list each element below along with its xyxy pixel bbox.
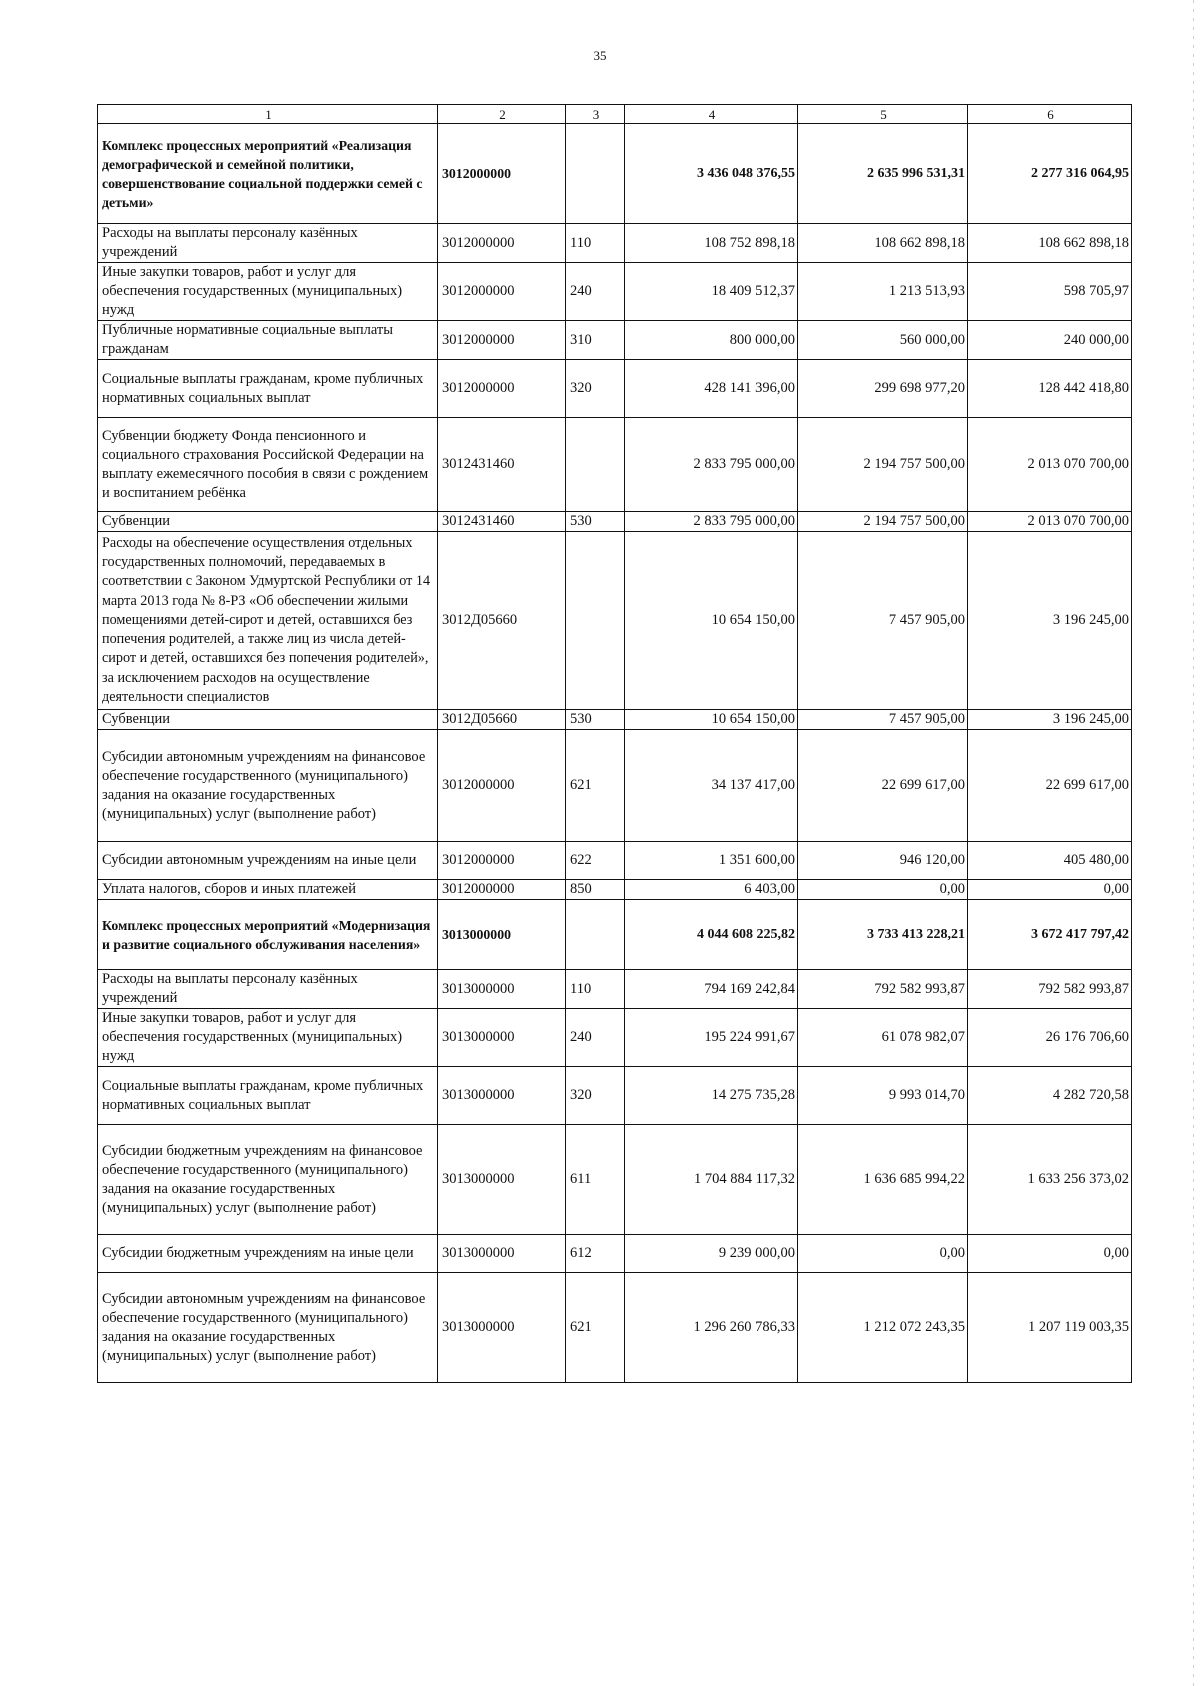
expense-name-cell: Расходы на выплаты персоналу казённых учреждений [98,970,438,1009]
expense-name-cell: Субсидии автономным учреждениям на финансовое обеспечение государственного (муниципального) задания на оказание государственных (муниципальных) услуг (выполнение работ) [98,1273,438,1383]
amount-cell-year2: 2 194 757 500,00 [798,512,968,532]
amount-cell-year3: 405 480,00 [968,842,1132,880]
table-header-row [98,105,1132,124]
amount-cell-year1: 1 296 260 786,33 [625,1273,798,1383]
amount-cell-year1: 2 833 795 000,00 [625,512,798,532]
table-row [98,1009,1132,1067]
expense-name-cell: Субсидии автономным учреждениям на иные цели [98,842,438,880]
expense-type-cell: 110 [566,224,625,263]
amount-cell-year1: 195 224 991,67 [625,1009,798,1067]
amount-cell-year1: 6 403,00 [625,880,798,900]
amount-cell-year3: 240 000,00 [968,321,1132,360]
table-row [98,842,1132,880]
expense-type-cell: 110 [566,970,625,1009]
expense-type-cell: 850 [566,880,625,900]
target-code-cell: 3013000000 [438,1009,566,1067]
page-number: 35 [593,48,607,63]
expense-name-cell: Комплекс процессных мероприятий «Модернизация и развитие социального обслуживания населения» [98,900,438,970]
amount-cell-year2: 1 212 072 243,35 [798,1273,968,1383]
amount-cell-year3: 3 196 245,00 [968,710,1132,730]
amount-cell-year1: 2 833 795 000,00 [625,418,798,512]
amount-cell-year1: 1 704 884 117,32 [625,1125,798,1235]
amount-cell-year3: 3 672 417 797,42 [968,900,1132,970]
table-row [98,1125,1132,1235]
amount-cell-year3: 3 196 245,00 [968,532,1132,710]
amount-cell-year1: 4 044 608 225,82 [625,900,798,970]
table-row [98,224,1132,263]
table-row [98,900,1132,970]
column-header: 6 [968,105,1132,124]
expense-name-cell: Уплата налогов, сборов и иных платежей [98,880,438,900]
amount-cell-year2: 1 636 685 994,22 [798,1125,968,1235]
amount-cell-year3: 0,00 [968,1235,1132,1273]
target-code-cell: 3013000000 [438,1235,566,1273]
target-code-cell: 3012000000 [438,842,566,880]
target-code-cell: 3012Д05660 [438,710,566,730]
column-header: 1 [98,105,438,124]
amount-cell-year3: 792 582 993,87 [968,970,1132,1009]
expense-type-cell: 621 [566,730,625,842]
table-row [98,970,1132,1009]
expense-type-cell [566,418,625,512]
amount-cell-year3: 0,00 [968,880,1132,900]
amount-cell-year1: 108 752 898,18 [625,224,798,263]
expense-name-cell: Расходы на выплаты персоналу казённых учреждений [98,224,438,263]
amount-cell-year2: 2 635 996 531,31 [798,124,968,224]
column-header: 3 [566,105,625,124]
expense-type-cell: 611 [566,1125,625,1235]
target-code-cell: 3013000000 [438,900,566,970]
amount-cell-year2: 7 457 905,00 [798,532,968,710]
target-code-cell: 3013000000 [438,1273,566,1383]
expense-name-cell: Субсидии бюджетным учреждениям на финансовое обеспечение государственного (муниципального) задания на оказание государственных (муниципальных) услуг (выполнение работ) [98,1125,438,1235]
target-code-cell: 3012000000 [438,880,566,900]
amount-cell-year2: 299 698 977,20 [798,360,968,418]
amount-cell-year2: 2 194 757 500,00 [798,418,968,512]
amount-cell-year1: 794 169 242,84 [625,970,798,1009]
amount-cell-year1: 10 654 150,00 [625,532,798,710]
target-code-cell: 3013000000 [438,1125,566,1235]
target-code-cell: 3012000000 [438,730,566,842]
amount-cell-year3: 108 662 898,18 [968,224,1132,263]
expense-type-cell: 320 [566,1067,625,1125]
amount-cell-year2: 3 733 413 228,21 [798,900,968,970]
expense-name-cell: Социальные выплаты гражданам, кроме публичных нормативных социальных выплат [98,360,438,418]
expense-name-cell: Субвенции [98,710,438,730]
amount-cell-year2: 0,00 [798,880,968,900]
expense-type-cell: 612 [566,1235,625,1273]
amount-cell-year3: 22 699 617,00 [968,730,1132,842]
expense-type-cell: 240 [566,263,625,321]
target-code-cell: 3012000000 [438,224,566,263]
amount-cell-year1: 1 351 600,00 [625,842,798,880]
amount-cell-year2: 946 120,00 [798,842,968,880]
amount-cell-year3: 2 277 316 064,95 [968,124,1132,224]
column-header: 5 [798,105,968,124]
expense-type-cell: 530 [566,512,625,532]
expense-name-cell: Иные закупки товаров, работ и услуг для обеспечения государственных (муниципальных) нужд [98,1009,438,1067]
target-code-cell: 3012Д05660 [438,532,566,710]
target-code-cell: 3012431460 [438,418,566,512]
budget-table [97,104,1132,1383]
expense-type-cell [566,900,625,970]
expense-type-cell: 621 [566,1273,625,1383]
expense-name-cell: Субсидии бюджетным учреждениям на иные цели [98,1235,438,1273]
amount-cell-year1: 800 000,00 [625,321,798,360]
table-row [98,321,1132,360]
expense-name-cell: Субвенции бюджету Фонда пенсионного и социального страхования Российской Федерации на выплату ежемесячного пособия в связи с рождением и воспитанием ребёнка [98,418,438,512]
table-row [98,1235,1132,1273]
target-code-cell: 3013000000 [438,1067,566,1125]
expense-name-cell: Комплекс процессных мероприятий «Реализация демографической и семейной политики, совершенствование социальной поддержки семей с детьми» [98,124,438,224]
expense-type-cell: 530 [566,710,625,730]
amount-cell-year2: 7 457 905,00 [798,710,968,730]
amount-cell-year2: 22 699 617,00 [798,730,968,842]
table-row [98,512,1132,532]
amount-cell-year3: 4 282 720,58 [968,1067,1132,1125]
table-row [98,730,1132,842]
target-code-cell: 3012000000 [438,360,566,418]
target-code-cell: 3012000000 [438,124,566,224]
expense-name-cell: Субсидии автономным учреждениям на финансовое обеспечение государственного (муниципального) задания на оказание государственных (муниципальных) услуг (выполнение работ) [98,730,438,842]
table-row [98,532,1132,710]
amount-cell-year3: 26 176 706,60 [968,1009,1132,1067]
expense-name-cell: Социальные выплаты гражданам, кроме публичных нормативных социальных выплат [98,1067,438,1125]
amount-cell-year2: 9 993 014,70 [798,1067,968,1125]
amount-cell-year1: 14 275 735,28 [625,1067,798,1125]
expense-type-cell: 240 [566,1009,625,1067]
column-header: 2 [438,105,566,124]
expense-name-cell: Субвенции [98,512,438,532]
table-row [98,1067,1132,1125]
amount-cell-year2: 560 000,00 [798,321,968,360]
table-row [98,263,1132,321]
amount-cell-year3: 1 207 119 003,35 [968,1273,1132,1383]
expense-name-cell: Иные закупки товаров, работ и услуг для обеспечения государственных (муниципальных) нужд [98,263,438,321]
amount-cell-year1: 18 409 512,37 [625,263,798,321]
target-code-cell: 3012431460 [438,512,566,532]
amount-cell-year2: 108 662 898,18 [798,224,968,263]
amount-cell-year1: 3 436 048 376,55 [625,124,798,224]
expense-name-text: Расходы на обеспечение осуществления отдельных государственных полномочий, передаваемых в соответствии с Законом Удмуртской Республики от 14 марта 2013 года № 8-РЗ «Об обеспечении жилыми помещениями детей-сирот и детей, оставшихся без попечения родителей, а также лиц из числа детей-сирот и детей, оставшихся без попечения родителей», за исключением расходов на осуществление деятельности специалистов [102,535,431,705]
table-row [98,418,1132,512]
amount-cell-year2: 792 582 993,87 [798,970,968,1009]
target-code-cell: 3013000000 [438,970,566,1009]
expense-type-cell [566,124,625,224]
expense-type-cell: 320 [566,360,625,418]
amount-cell-year3: 1 633 256 373,02 [968,1125,1132,1235]
amount-cell-year3: 2 013 070 700,00 [968,512,1132,532]
target-code-cell: 3012000000 [438,321,566,360]
amount-cell-year3: 598 705,97 [968,263,1132,321]
expense-type-cell: 622 [566,842,625,880]
amount-cell-year1: 34 137 417,00 [625,730,798,842]
expense-type-cell: 310 [566,321,625,360]
scan-edge-artifact [1193,0,1194,1686]
amount-cell-year3: 2 013 070 700,00 [968,418,1132,512]
table-row [98,880,1132,900]
table-row [98,1273,1132,1383]
amount-cell-year2: 1 213 513,93 [798,263,968,321]
column-header: 4 [625,105,798,124]
amount-cell-year1: 428 141 396,00 [625,360,798,418]
table-row [98,124,1132,224]
expense-name-cell: Публичные нормативные социальные выплаты гражданам [98,321,438,360]
amount-cell-year3: 128 442 418,80 [968,360,1132,418]
amount-cell-year1: 10 654 150,00 [625,710,798,730]
amount-cell-year1: 9 239 000,00 [625,1235,798,1273]
expense-name-cell [98,532,438,710]
target-code-cell: 3012000000 [438,263,566,321]
table-row [98,360,1132,418]
amount-cell-year2: 0,00 [798,1235,968,1273]
expense-type-cell [566,532,625,710]
amount-cell-year2: 61 078 982,07 [798,1009,968,1067]
table-row [98,710,1132,730]
